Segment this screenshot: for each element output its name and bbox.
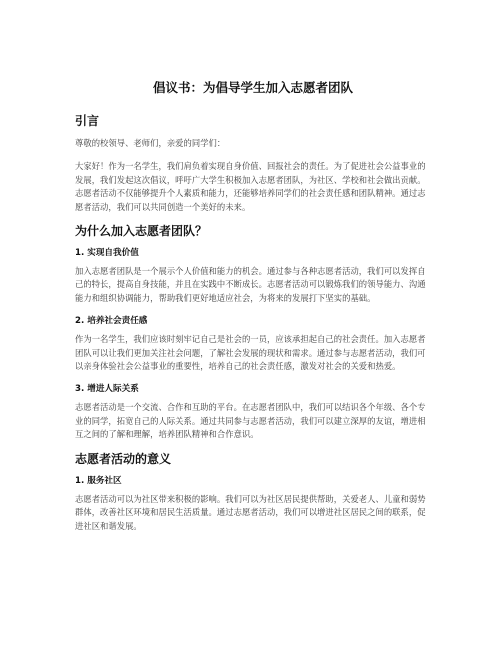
- section-heading-significance: 志愿者活动的意义: [75, 451, 172, 466]
- subheading-relationships: 3. 增进人际关系: [75, 384, 139, 395]
- salutation-paragraph: 尊敬的校领导、老师们，亲爱的同学们：: [75, 138, 226, 148]
- paragraph-self-value: 加入志愿者团队是一个展示个人价值和能力的机会。通过参与各种志愿者活动，我们可以发挥自己的特长，提高自身技能，并且在实践中不断成长。志愿者活动可以锻炼我们的领导能力、沟通能力和组织协调能力，帮助我们更好地适应社会，为将来的发展打下坚实的基础。: [75, 266, 426, 303]
- subheading-social-responsibility: 2. 培养社会责任感: [75, 316, 148, 327]
- paragraph-serve-community: 志愿者活动可以为社区带来积极的影响。我们可以为社区居民提供帮助，关爱老人、儿童和弱势群体，改善社区环境和居民生活质量。通过志愿者活动，我们可以增进社区居民之间的联系，促进社区和谐发展。: [75, 493, 426, 531]
- paragraph-relationships: 志愿者活动是一个交流、合作和互助的平台。在志愿者团队中，我们可以结识各个年级、各个专业的同学，拓宽自己的人际关系。通过共同参与志愿者活动，我们可以建立深厚的友谊，增进相互之间的了解和理解，培养团队精神和合作意识。: [75, 402, 426, 440]
- section-heading-introduction: 引言: [75, 114, 100, 128]
- subheading-serve-community: 1. 服务社区: [75, 475, 122, 486]
- document-page: [75, 68, 431, 543]
- document-title: 倡议书：为倡导学生加入志愿者团队: [152, 80, 353, 95]
- subheading-self-value: 1. 实现自我价值: [75, 248, 139, 259]
- intro-paragraph: 大家好！作为一名学生，我们肩负着实现自身价值、回报社会的责任。为了促进社会公益事业的发展，我们发起这次倡议，呼吁广大学生积极加入志愿者团队，为社区、学校和社会做出贡献。志愿者活动不仅能够提升个人素质和能力，还能够培养同学们的社会责任感和团队精神。通过志愿者活动，我们可以共同创造一个美好的未来。: [75, 161, 426, 212]
- paragraph-social-responsibility: 作为一名学生，我们应该时刻牢记自己是社会的一员，应该承担起自己的社会责任。加入志愿者团队可以让我们更加关注社会问题，了解社会发展的现状和需求。通过参与志愿者活动，我们可以亲身体验社会公益事业的重要性，培养自己的社会责任感，激发对社会的关爱和热爱。: [75, 334, 426, 372]
- section-heading-why-join: 为什么加入志愿者团队？: [75, 224, 208, 239]
